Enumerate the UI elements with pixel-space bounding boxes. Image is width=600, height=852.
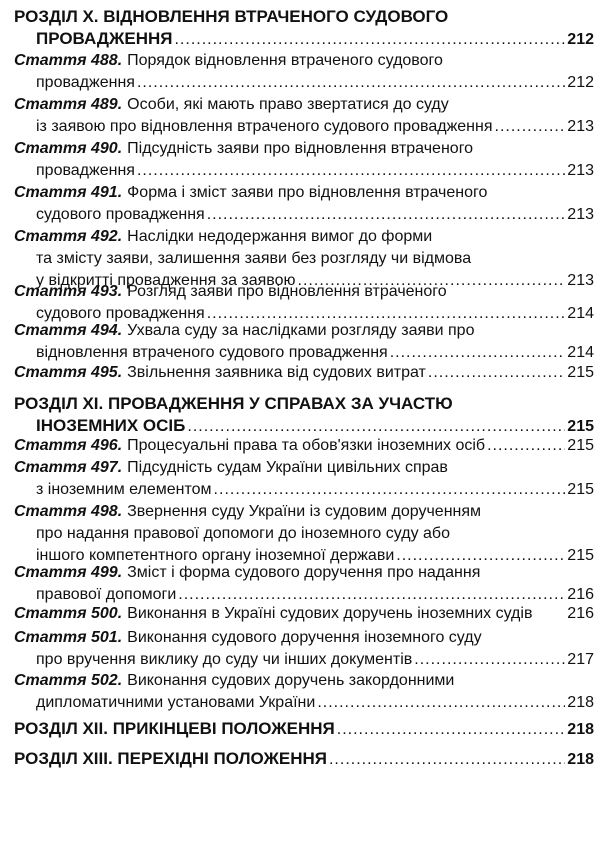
article-title: Ухвала суду за наслідками розгляду заяви про [127, 322, 475, 339]
dot-leader [495, 116, 566, 138]
page-number: 215 [567, 481, 594, 498]
page-number: 213 [567, 118, 594, 135]
page-number: 218 [567, 694, 594, 711]
page-number: 212 [567, 31, 594, 48]
toc-article-494[interactable] [14, 320, 594, 364]
toc-article-502[interactable] [14, 670, 594, 714]
section-title: РОЗДІЛ X. ВІДНОВЛЕННЯ ВТРАЧЕНОГО СУДОВОГО [14, 7, 449, 26]
article-title: судового провадження [36, 206, 205, 223]
toc-article-498[interactable] [14, 501, 594, 567]
dot-leader [329, 749, 565, 770]
article-title: правової допомоги [36, 586, 177, 603]
article-title: у відкритті провадження за заявою [36, 272, 296, 289]
article-label: Стаття 495. [14, 364, 123, 381]
article-title: відновлення втраченого судового провадження [36, 344, 388, 361]
dot-leader [174, 29, 565, 50]
article-label: Стаття 501. [14, 629, 123, 646]
article-label: Стаття 490. [14, 140, 123, 157]
toc-section-xii[interactable] [14, 718, 594, 740]
toc-section-x[interactable] [14, 6, 594, 50]
article-title: іншого компетентного органу іноземної держави [36, 547, 395, 564]
toc-article-493[interactable] [14, 281, 594, 325]
page-number: 213 [567, 162, 594, 179]
page-number: 218 [567, 721, 594, 738]
article-title: судового провадження [36, 305, 205, 322]
toc-article-499[interactable] [14, 562, 594, 606]
dot-leader [428, 362, 565, 384]
toc-article-489[interactable] [14, 94, 594, 138]
article-title: про вручення виклику до суду чи інших документів [36, 651, 413, 668]
page-number: 214 [567, 344, 594, 361]
toc-article-497[interactable] [14, 457, 594, 501]
article-title: Розгляд заяви про відновлення втраченого [127, 283, 447, 300]
section-title: РОЗДІЛ XIII. ПЕРЕХІДНІ ПОЛОЖЕННЯ [14, 749, 327, 768]
toc-article-488[interactable] [14, 50, 594, 94]
page-number: 215 [567, 547, 594, 564]
article-label: Стаття 496. [14, 437, 123, 454]
section-title: ІНОЗЕМНИХ ОСІБ [36, 416, 186, 435]
toc-article-496[interactable] [14, 435, 594, 457]
article-label: Стаття 489. [14, 96, 123, 113]
dot-leader [414, 649, 565, 671]
article-title: Звернення суду України із судовим дорученням [127, 503, 482, 520]
article-label: Стаття 492. [14, 228, 123, 245]
toc-article-490[interactable] [14, 138, 594, 182]
page-number: 218 [567, 751, 594, 768]
page-number: 213 [567, 206, 594, 223]
dot-leader [317, 692, 565, 714]
article-title: Порядок відновлення втраченого судового [127, 52, 443, 69]
article-title: із заявою про відновлення втраченого судового провадження [36, 118, 493, 135]
toc-article-491[interactable] [14, 182, 594, 226]
article-label: Стаття 499. [14, 564, 123, 581]
article-label: Стаття 493. [14, 283, 123, 300]
article-label: Стаття 497. [14, 459, 123, 476]
toc-article-495[interactable] [14, 362, 594, 384]
page-number: 216 [567, 586, 594, 603]
article-title: дипломатичними установами України [36, 694, 316, 711]
page-number: 215 [567, 364, 594, 381]
section-title: РОЗДІЛ XI. ПРОВАДЖЕННЯ У СПРАВАХ ЗА УЧАСТЮ [14, 394, 453, 413]
article-title: Виконання судових доручень закордонними [127, 672, 455, 689]
page-number: 217 [567, 651, 594, 668]
article-title: Наслідки недодержання вимог до форми [127, 228, 433, 245]
section-title: ПРОВАДЖЕННЯ [36, 29, 173, 48]
article-title: з іноземним елементом [36, 481, 212, 498]
page-number: 213 [567, 272, 594, 289]
article-title: Виконання в Україні судових доручень іноземних судів [127, 605, 533, 622]
dot-leader [214, 479, 566, 501]
article-label: Стаття 500. [14, 605, 123, 622]
article-title: Особи, які мають право звертатися до суду [127, 96, 449, 113]
toc-article-500[interactable] [14, 603, 594, 625]
dot-leader [187, 416, 565, 437]
article-title: Зміст і форма судового доручення про надання [127, 564, 481, 581]
article-label: Стаття 488. [14, 52, 123, 69]
article-title: провадження [36, 162, 135, 179]
toc-section-xiii[interactable] [14, 748, 594, 770]
article-title: Підсудність заяви про відновлення втраченого [127, 140, 474, 157]
toc-section-xi[interactable] [14, 393, 594, 437]
article-label: Стаття 498. [14, 503, 123, 520]
article-title: про надання правової допомоги до іноземного суду або [36, 525, 450, 542]
article-title: Звільнення заявника від судових витрат [127, 364, 426, 381]
article-title: провадження [36, 74, 135, 91]
page-number: 215 [567, 418, 594, 435]
article-label: Стаття 494. [14, 322, 123, 339]
dot-leader [337, 719, 566, 740]
article-title: Виконання судового доручення іноземного суду [127, 629, 482, 646]
article-title: Процесуальні права та обов'язки іноземних осіб [127, 437, 486, 454]
section-title: РОЗДІЛ XII. ПРИКІНЦЕВІ ПОЛОЖЕННЯ [14, 719, 335, 738]
dot-leader [207, 204, 566, 226]
dot-leader [137, 160, 565, 182]
article-title: Підсудність судам України цивільних справ [127, 459, 448, 476]
page-number: 215 [567, 437, 594, 454]
article-label: Стаття 491. [14, 184, 123, 201]
article-title: Форма і зміст заяви про відновлення втраченого [127, 184, 488, 201]
dot-leader [390, 342, 566, 364]
dot-leader [137, 72, 565, 94]
page-number: 212 [567, 74, 594, 91]
dot-leader [487, 435, 565, 457]
page-number: 214 [567, 305, 594, 322]
article-label: Стаття 502. [14, 672, 123, 689]
page-number: 216 [567, 605, 594, 622]
toc-article-501[interactable] [14, 627, 594, 671]
article-title: та змісту заяви, залишення заяви без розгляду чи відмова [36, 250, 472, 267]
